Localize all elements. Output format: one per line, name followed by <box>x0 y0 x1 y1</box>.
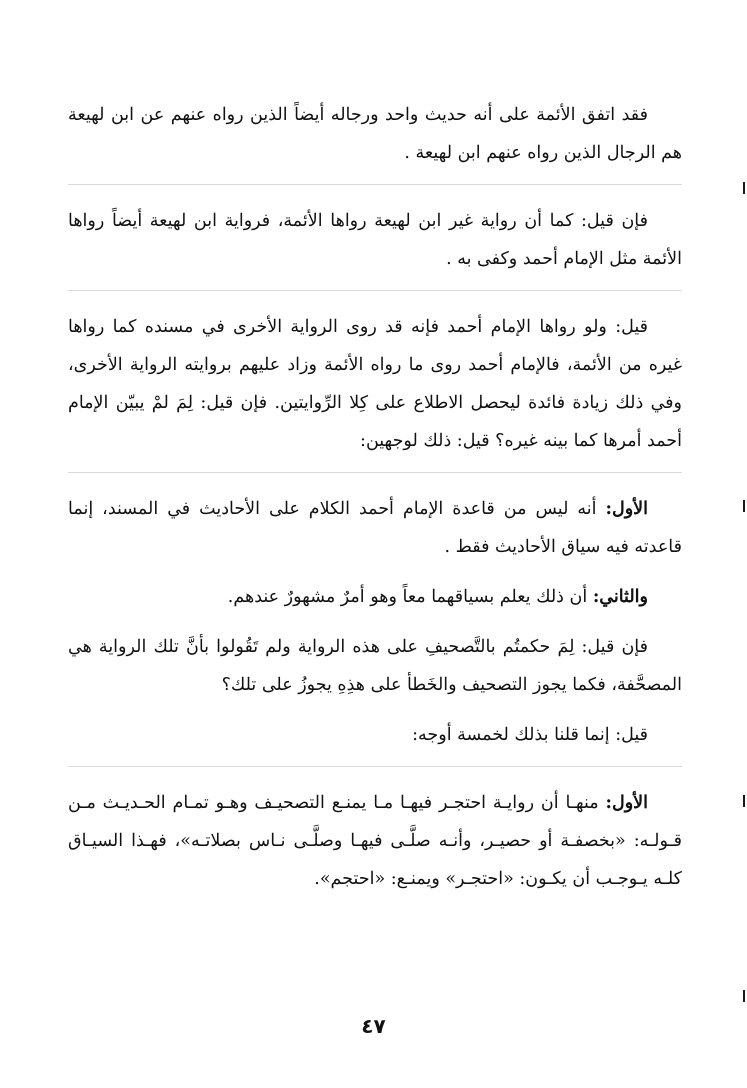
paragraph-5 <box>68 578 682 616</box>
paragraph-2 <box>68 202 682 278</box>
margin-mark <box>743 182 745 194</box>
paragraph-6-text: فإن قيل: لِمَ حكمتُم بالتَّصحيفِ على هذه الرواية ولم تَقُولوا بأنَّ تلك الرواية هي المصحَّفة، فكما يجوز التصحيف والخَطأ على هذِهِ يجوزُ على تلك؟ <box>68 637 682 695</box>
paragraph-5-lead: والثاني: <box>592 587 648 607</box>
paragraph-divider <box>68 472 682 473</box>
paragraph-1-text: فقد اتفق الأئمة على أنه حديث واحد ورجاله أيضاً الذين رواه عنهم عن ابن لهيعة هم الرجال الذين رواه عنهم ابن لهيعة . <box>68 105 682 163</box>
paragraph-4 <box>68 490 682 566</box>
margin-mark <box>743 500 745 512</box>
paragraph-3 <box>68 308 682 460</box>
paragraph-divider <box>68 290 682 291</box>
margin-mark <box>743 990 745 1002</box>
page-body <box>68 96 682 898</box>
page-number: ٤٧ <box>361 1014 386 1038</box>
paragraph-divider <box>68 184 682 185</box>
paragraph-divider <box>68 766 682 767</box>
paragraph-6 <box>68 628 682 704</box>
paragraph-4-text: أنه ليس من قاعدة الإمام أحمد الكلام على الأحاديث في المسند، إنما قاعدته فيه سياق الأحاديث فقط . <box>68 499 682 557</box>
paragraph-1 <box>68 96 682 172</box>
margin-mark <box>743 795 745 807</box>
paragraph-8-text: منهـا أن روايـة احتجـر فيهـا مـا يمنـع التصحيـف وهـو تمـام الحـديـث مـن قـولـه: «بخصفـة أو حصيـر، وأنـه صلَّـى فيهـا وصلَّـى نـاس بصلاتـه»، فهـذا السيـاق كلـه يـوجـب أن يكـون: «احتجـر» ويمنـع: «احتجم». <box>68 793 682 889</box>
paragraph-4-lead: الأول: <box>605 499 648 519</box>
paragraph-7 <box>68 716 682 754</box>
paragraph-5-text: أن ذلك يعلم بسياقهما معاً وهو أمرٌ مشهورٌ عندهم. <box>227 587 588 607</box>
paragraph-2-text: فإن قيل: كما أن رواية غير ابن لهيعة رواها الأئمة، فرواية ابن لهيعة أيضاً رواها الأئمة مثل الإمام أحمد وكفى به . <box>68 211 682 269</box>
paragraph-7-text: قيل: إنما قلنا بذلك لخمسة أوجه: <box>412 725 648 745</box>
paragraph-8-lead: الأول: <box>605 793 648 813</box>
paragraph-3-text: قيل: ولو رواها الإمام أحمد فإنه قد روى الرواية الأخرى في مسنده كما رواها غيره من الأئمة، فالإمام أحمد روى ما رواه الأئمة وزاد عليهم بروايته الرواية الأخرى، وفي ذلك زيادة فائدة ليحصل الاطلاع على كِلا الرِّوايتين. فإن قيل: لِمَ لمْ يبيّن الإمام أحمد أمرها كما بينه غيره؟ قيل: ذلك لوجهين: <box>68 317 682 451</box>
paragraph-8 <box>68 784 682 898</box>
